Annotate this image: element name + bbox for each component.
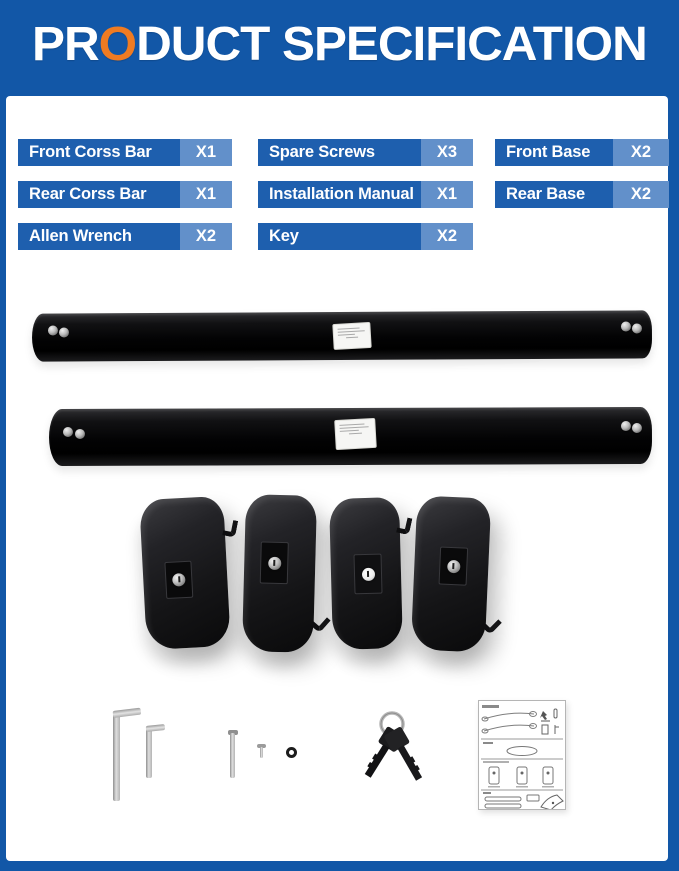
- allen-wrench-large-icon: [113, 713, 120, 801]
- part-row-front-base: [495, 139, 669, 166]
- part-name-label: Spare Screws: [258, 139, 421, 166]
- short-screw-icon: [260, 747, 263, 758]
- clamp-hook-icon: [481, 614, 502, 635]
- part-qty-badge: X2: [613, 139, 669, 166]
- header-banner: [0, 0, 679, 96]
- product-label-sticker: [332, 322, 371, 350]
- part-row-rear-cross-bar: [18, 181, 232, 208]
- part-row-front-cross-bar: [18, 139, 232, 166]
- keyhole-icon: [361, 567, 374, 580]
- part-row-spare-screws: [258, 139, 473, 166]
- mount-base-photo-3: [329, 497, 403, 650]
- parts-column-3: [495, 139, 669, 208]
- end-screw-icon: [75, 429, 85, 439]
- part-qty-badge: X2: [180, 223, 232, 250]
- part-row-allen-wrench: [18, 223, 232, 250]
- lock-plate: [260, 542, 289, 585]
- key-photos: [352, 708, 436, 796]
- key-icon: [383, 726, 428, 784]
- page-title: [32, 17, 647, 72]
- part-row-rear-base: [495, 181, 669, 208]
- content-panel: [6, 96, 668, 861]
- part-name-label: Installation Manual: [258, 181, 421, 208]
- product-label-sticker: [334, 418, 377, 450]
- mount-base-photo-2: [242, 494, 317, 653]
- part-name-label: Rear Base: [495, 181, 613, 208]
- clamp-hook-icon: [222, 518, 238, 537]
- part-qty-badge: X1: [180, 181, 232, 208]
- title-segment-rest: DUCT SPECIFICATION: [136, 17, 647, 71]
- clamp-hook-icon: [310, 612, 331, 633]
- mount-base-photo-4: [411, 495, 492, 652]
- keyhole-icon: [172, 573, 186, 587]
- part-name-label: Allen Wrench: [18, 223, 180, 250]
- bottom-margin: [6, 851, 668, 861]
- manual-line-art: [479, 701, 565, 809]
- part-name-label: Rear Corss Bar: [18, 181, 180, 208]
- lock-plate: [164, 561, 193, 599]
- title-accent-letter: O: [98, 17, 137, 71]
- title-segment-pre: PR: [32, 17, 99, 71]
- clamp-hook-icon: [396, 516, 412, 535]
- part-qty-badge: X3: [421, 139, 473, 166]
- end-screw-icon: [63, 427, 73, 437]
- keyhole-icon: [268, 556, 281, 569]
- mount-base-photo-1: [139, 496, 231, 650]
- long-bolt-icon: [230, 733, 235, 778]
- front-cross-bar-photo: [32, 310, 652, 361]
- rear-cross-bar-photo: [49, 407, 652, 466]
- part-qty-badge: X2: [613, 181, 669, 208]
- end-screw-icon: [632, 423, 642, 433]
- part-row-key: [258, 223, 473, 250]
- o-ring-icon: [286, 747, 297, 758]
- allen-wrench-small-arm-icon: [146, 724, 166, 732]
- parts-column-2: [258, 139, 473, 250]
- part-qty-badge: X2: [421, 223, 473, 250]
- part-qty-badge: X1: [421, 181, 473, 208]
- allen-wrench-large-arm-icon: [113, 708, 142, 718]
- part-qty-badge: X1: [180, 139, 232, 166]
- part-name-label: Front Base: [495, 139, 613, 166]
- end-screw-icon: [621, 321, 631, 331]
- lock-plate: [439, 547, 469, 586]
- end-screw-icon: [48, 325, 58, 335]
- installation-manual-photo: [478, 700, 566, 810]
- end-screw-icon: [632, 323, 642, 333]
- part-name-label: Front Corss Bar: [18, 139, 180, 166]
- lock-plate: [353, 554, 382, 595]
- part-row-installation-manual: [258, 181, 473, 208]
- keyhole-icon: [447, 559, 461, 573]
- end-screw-icon: [59, 327, 69, 337]
- part-name-label: Key: [258, 223, 421, 250]
- end-screw-icon: [621, 421, 631, 431]
- parts-column-1: [18, 139, 232, 250]
- allen-wrench-small-icon: [146, 728, 152, 778]
